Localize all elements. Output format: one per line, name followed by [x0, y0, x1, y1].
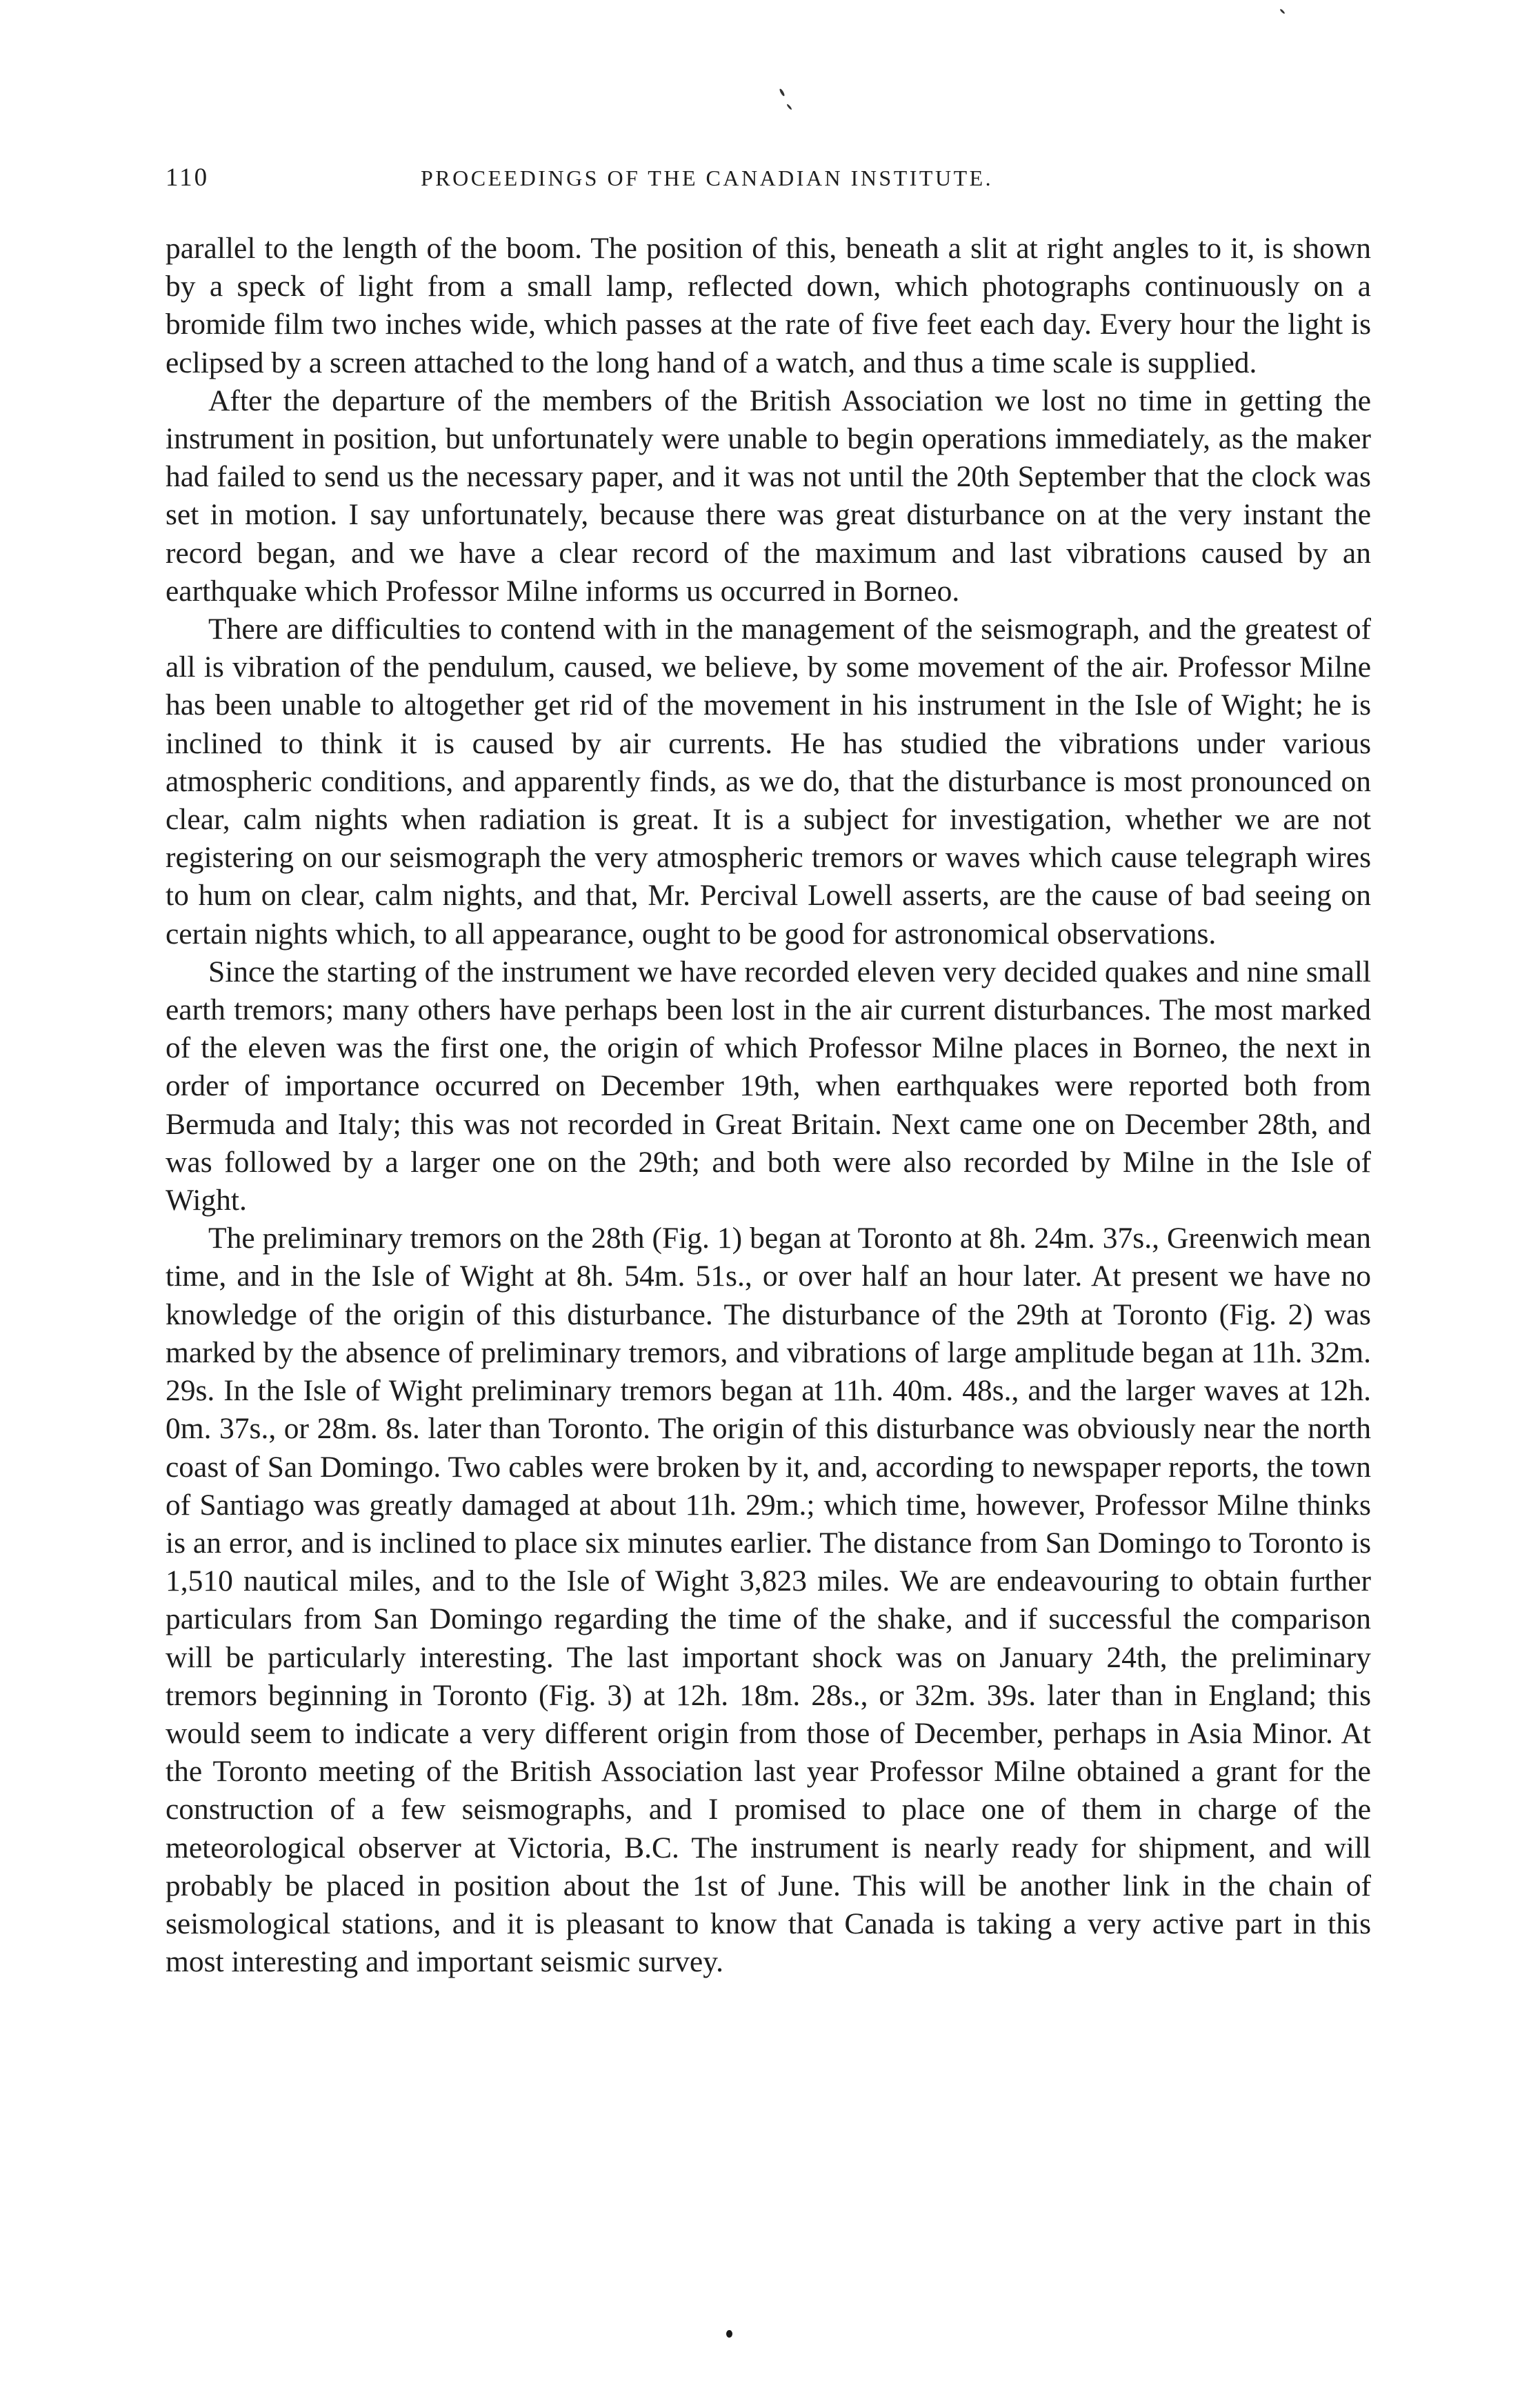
- paragraph: There are difficulties to contend with in the management of the seismograph, and the greatest of all is vibration of the pendulum, caused, we believe, by some movement of the air. Professor Milne has been unable to altogether get rid of the movement in his instrument in the Isle of Wight; he is inclined to think it is caused by air currents. He has studied the vibrations under various atmospheric conditions, and apparently finds, as we do, that the disturbance is most pronounced on clear, calm nights when radiation is great. It is a subject for investigation, whether we are not registering on our seismograph the very atmospheric tremors or waves which cause telegraph wires to hum on clear, calm nights, and that, Mr. Percival Lowell asserts, are the cause of bad seeing on certain nights which, to all appearance, ought to be good for astronomical observations.: [166, 613, 1371, 951]
- scan-speck: [779, 88, 785, 97]
- paragraph: Since the starting of the instrument we have recorded eleven very decided quakes and nine small earth tremors; many others have perhaps been lost in the air current disturbances. The most marked of the eleven was the first one, the origin of which Professor Milne places in Borneo, the next in order of importance occurred on December 19th, when earthquakes were reported both from Bermuda and Italy; this was not recorded in Great Britain. Next came one on December 28th, and was followed by a larger one on the 29th; and both were also recorded by Milne in the Isle of Wight.: [166, 955, 1371, 1217]
- running-head: PROCEEDINGS OF THE CANADIAN INSTITUTE.: [421, 166, 994, 190]
- paragraph: After the departure of the members of the British Association we lost no time in getting the instrument in position, but unfortunately were unable to begin operations immediately, as the maker had failed to send us the necessary paper, and it was not until the 20th September that the clock was set in motion. I say unfortunately, because there was great disturbance on at the very instant the record began, and we have a clear record of the maximum and last vibrations caused by an earthquake which Professor Milne informs us occurred in Borneo.: [166, 384, 1371, 608]
- scan-speck: [726, 2330, 732, 2338]
- page-header: [166, 163, 1379, 204]
- page-number: 110: [166, 163, 210, 192]
- scan-speck: [786, 103, 792, 110]
- paragraph-continuation: parallel to the length of the boom. The position of this, beneath a slit at right angles to it, is shown by a speck of light from a small lamp, reflected down, which photographs continuously on a bromide film two inches wide, which passes at the rate of five feet each day. Every hour the light is eclipsed by a screen attached to the long hand of a watch, and thus a time scale is supplied.: [166, 232, 1371, 379]
- paragraph: The preliminary tremors on the 28th (Fig. 1) began at Toronto at 8h. 24m. 37s., Greenwich mean time, and in the Isle of Wight at 8h. 54m. 51s., or over half an hour later. At present we have no knowledge of the origin of this disturbance. The disturbance of the 29th at Toronto (Fig. 2) was marked by the absence of preliminary tremors, and vibrations of large amplitude began at 11h. 32m. 29s. In the Isle of Wight preliminary tremors began at 11h. 40m. 48s., and the larger waves at 12h. 0m. 37s., or 28m. 8s. later than Toronto. The origin of this disturbance was obviously near the north coast of San Domingo. Two cables were broken by it, and, according to newspaper reports, the town of Santiago was greatly damaged at about 11h. 29m.; which time, however, Professor Milne thinks is an error, and is inclined to place six minutes earlier. The distance from San Domingo to Toronto is 1,510 nautical miles, and to the Isle of Wight 3,823 miles. We are endeavouring to obtain further particulars from San Domingo regarding the time of the shake, and if successful the comparison will be particularly interesting. The last important shock was on January 24th, the preliminary tremors beginning in Toronto (Fig. 3) at 12h. 18m. 28s., or 32m. 39s. later than in England; this would seem to indicate a very different origin from those of December, perhaps in Asia Minor. At the Toronto meeting of the British Association last year Professor Milne obtained a grant for the construction of a few seismographs, and I promised to place one of them in charge of the meteorological observer at Victoria, B.C. The instrument is nearly ready for shipment, and will probably be placed in position about the 1st of June. This will be another link in the chain of seismological stations, and it is pleasant to know that Canada is taking a very active part in this most interesting and important seismic survey.: [166, 1222, 1371, 1979]
- body-text: [166, 230, 1371, 1981]
- scan-speck: [1279, 8, 1285, 14]
